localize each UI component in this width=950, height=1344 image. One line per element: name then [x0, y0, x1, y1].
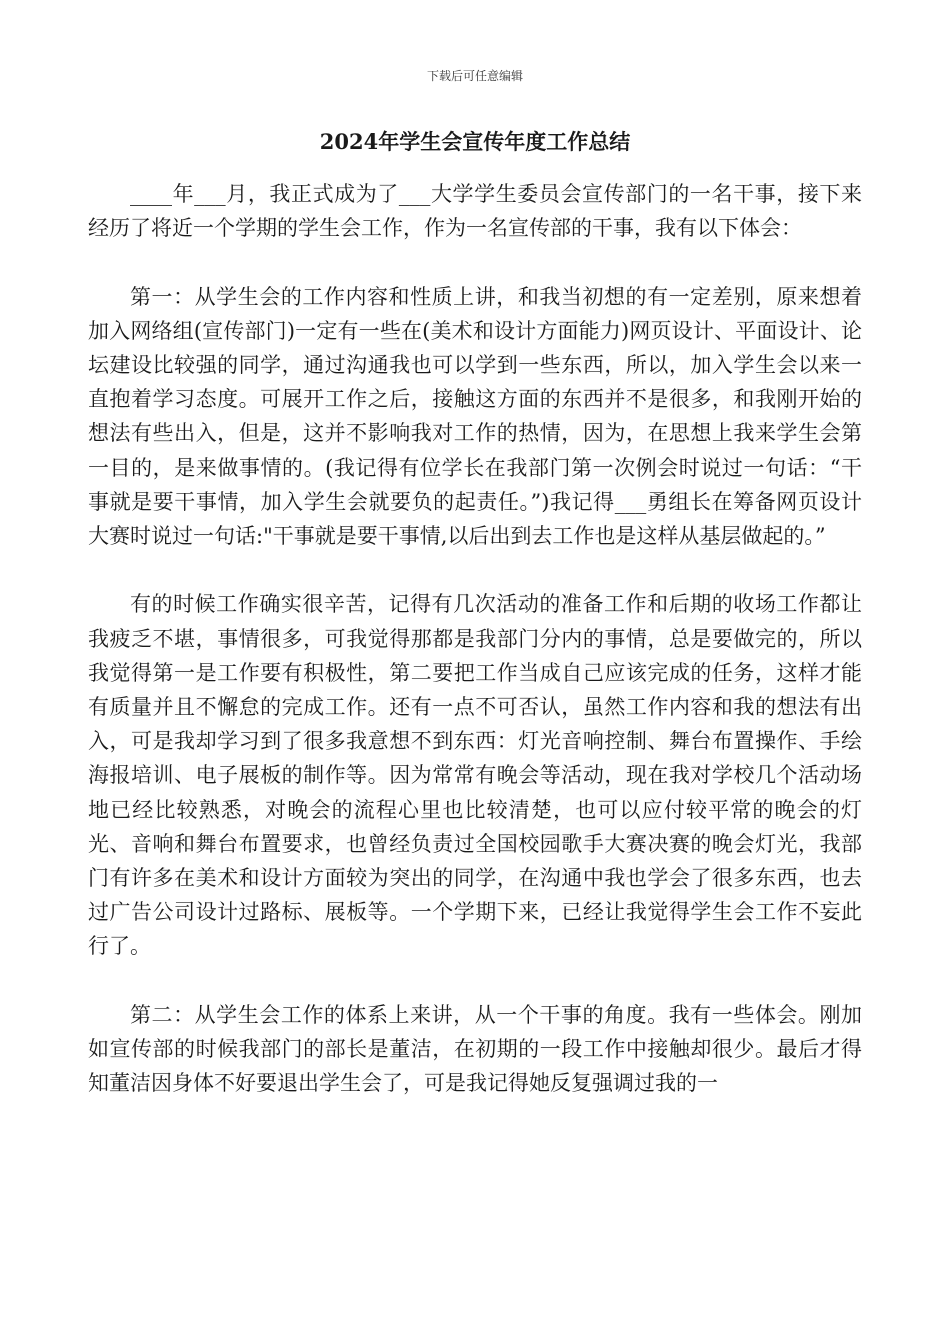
document-title: 2024年学生会宣传年度工作总结	[319, 129, 631, 154]
paragraph-hardship: 有的时候工作确实很辛苦，记得有几次活动的准备工作和后期的收场工作都让我疲乏不堪，事情很多，可我觉得那都是我部门分内的事情，总是要做完的，所以我觉得第一是工作要有积极性，第二要把工作当成自己应该完成的任务，这样才能有质量并且不懈怠的完成工作。还有一点不可否认，虽然工作内容和我的想法有出入，可是我却学习到了很多我意想不到东西：灯光音响控制、舞台布置操作、手绘海报培训、电子展板的制作等。因为常常有晚会等活动，现在我对学校几个活动场地已经比较熟悉，对晚会的流程心里也比较清楚，也可以应付较平常的晚会的灯光、音响和舞台布置要求，也曾经负责过全国校园歌手大赛决赛的晚会灯光，我部门有许多在美术和设计方面较为突出的同学，在沟通中我也学会了很多东西，也去过广告公司设计过路标、展板等。一个学期下来，已经让我觉得学生会工作不妄此行了。	[88, 592, 862, 959]
document-body	[88, 177, 862, 1100]
paragraph-first-point: 第一：从学生会的工作内容和性质上讲，和我当初想的有一定差别，原来想着加入网络组(宣传部门)一定有一些在(美术和设计方面能力)网页设计、平面设计、论坛建设比较强的同学，通过沟通我也可以学到一些东西，所以，加入学生会以来一直抱着学习态度。可展开工作之后，接触这方面的东西并不是很多，和我刚开始的想法有些出入，但是，这并不影响我对工作的热情，因为，在思想上我来学生会第一目的，是来做事情的。(我记得有位学长在我部门第一次例会时说过一句话：“干事就是要干事情，加入学生会就要负的起责任。”)我记得___勇组长在筹备网页设计大赛时说过一句话:"干事就是要干事情,以后出到去工作也是这样从基层做起的。”	[88, 284, 862, 549]
page-header-note: 下载后可任意编辑	[426, 69, 523, 83]
paragraph-second-point: 第二：从学生会工作的体系上来讲，从一个干事的角度。我有一些体会。刚加如宣传部的时候我部门的部长是董洁，在初期的一段工作中接触却很少。最后才得知董洁因身体不好要退出学生会了，可是我记得她反复强调过我的一	[88, 1002, 862, 1096]
paragraph-intro: ____年___月，我正式成为了___大学学生委员会宣传部门的一名干事，接下来经历了将近一个学期的学生会工作，作为一名宣传部的干事，我有以下体会：	[88, 182, 862, 241]
